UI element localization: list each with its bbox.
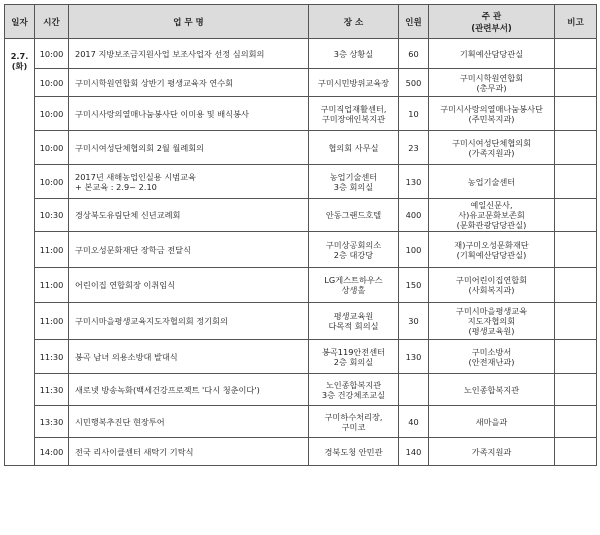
host-cell (429, 232, 555, 268)
time-cell: 10:00 (35, 69, 69, 97)
place-cell (309, 268, 399, 303)
task-line: 2017년 새해농업인실용 시범교육 (75, 171, 196, 182)
task-line: 경상북도유림단체 신년교례회 (75, 210, 181, 220)
task-cell (69, 303, 309, 340)
place-cell (309, 438, 399, 466)
host-line: 구미어린이집연합회 (455, 275, 528, 285)
host-cell (429, 97, 555, 131)
host-line: 농업기술센터 (467, 176, 516, 187)
place-cell (309, 406, 399, 438)
host-line: 사)유교문화보존회 (458, 210, 525, 220)
time-cell: 11:00 (35, 303, 69, 340)
count-cell: 140 (399, 438, 429, 466)
host-cell (429, 268, 555, 303)
host-cell (429, 199, 555, 232)
host-cell (429, 340, 555, 374)
note-cell (555, 97, 597, 131)
task-line: 구미시사랑의열매나눔봉사단 이미용 및 배식봉사 (75, 108, 249, 119)
place-line: 2층 회의실 (333, 356, 374, 367)
host-line: (가족지원과) (468, 147, 515, 158)
count-cell: 130 (399, 165, 429, 199)
task-cell (69, 406, 309, 438)
host-line: 구미소방서 (471, 346, 512, 357)
header-row (5, 5, 597, 39)
header-date: 일자 (5, 5, 35, 39)
host-cell (429, 69, 555, 97)
header-task: 업 무 명 (69, 5, 309, 39)
place-line: 3층 회의실 (333, 181, 374, 192)
task-cell (69, 340, 309, 374)
task-line: + 본교육 : 2.9~ 2.10 (75, 181, 157, 192)
note-cell (555, 199, 597, 232)
place-line: 3층 상황실 (333, 48, 374, 59)
time-cell: 10:00 (35, 39, 69, 69)
count-cell: 23 (399, 131, 429, 165)
count-cell: 130 (399, 340, 429, 374)
place-line: 구미코 (341, 421, 366, 432)
host-cell (429, 303, 555, 340)
time-cell: 11:30 (35, 374, 69, 406)
host-cell (429, 165, 555, 199)
task-cell (69, 131, 309, 165)
place-line: 상생홀 (341, 285, 366, 295)
count-cell: 500 (399, 69, 429, 97)
place-cell (309, 69, 399, 97)
host-line: 구미시학원연합회 (459, 72, 524, 83)
date-cell (5, 39, 35, 466)
task-cell (69, 199, 309, 232)
host-cell (429, 39, 555, 69)
date-line: 2.7. (10, 51, 29, 61)
task-cell (69, 268, 309, 303)
count-cell: 400 (399, 199, 429, 232)
count-cell: 150 (399, 268, 429, 303)
note-cell (555, 406, 597, 438)
place-cell (309, 303, 399, 340)
table-row (5, 165, 597, 199)
host-line: (기획예산담당관실) (456, 249, 527, 260)
note-cell (555, 374, 597, 406)
host-line: 구미시마을평생교육 (455, 306, 528, 316)
place-line: 평생교육원 (333, 311, 374, 321)
note-cell (555, 131, 597, 165)
task-line: 구미시학원연합회 상반기 평생교육자 연수회 (75, 77, 234, 88)
date-line: (화) (11, 61, 28, 71)
header-place: 장 소 (309, 5, 399, 39)
header-count: 인원 (399, 5, 429, 39)
place-line: 구미직업재활센터, (320, 103, 387, 114)
host-cell (429, 406, 555, 438)
task-line: 구미시마을평생교육지도자협의회 정기회의 (75, 316, 228, 326)
place-cell (309, 199, 399, 232)
header-time: 시간 (35, 5, 69, 39)
host-cell (429, 438, 555, 466)
host-cell (429, 131, 555, 165)
count-cell: 100 (399, 232, 429, 268)
task-line: 2017 지방보조금지원사업 보조사업자 선정 심의회의 (75, 48, 265, 59)
place-cell (309, 97, 399, 131)
place-cell (309, 340, 399, 374)
note-cell (555, 340, 597, 374)
count-cell: 30 (399, 303, 429, 340)
place-cell (309, 232, 399, 268)
place-cell (309, 131, 399, 165)
note-cell (555, 69, 597, 97)
note-cell (555, 268, 597, 303)
time-cell: 10:30 (35, 199, 69, 232)
host-cell (429, 374, 555, 406)
place-line: 노인종합복지관 (325, 379, 382, 390)
table-row (5, 232, 597, 268)
count-cell: 60 (399, 39, 429, 69)
place-cell (309, 374, 399, 406)
place-line: 3층 건강체조교실 (321, 389, 386, 400)
task-line: 구미오성문화재단 장학금 전달식 (75, 244, 191, 255)
task-cell (69, 39, 309, 69)
host-line: 구미시사랑의열매나눔봉사단 (440, 103, 543, 114)
note-cell (555, 303, 597, 340)
note-cell (555, 438, 597, 466)
table-row (5, 97, 597, 131)
host-line: (총무과) (476, 82, 507, 93)
table-row (5, 69, 597, 97)
host-line: 새마을과 (475, 416, 508, 427)
host-line: 기획예산담당관실 (459, 48, 524, 59)
place-line: 협의회 사무실 (328, 142, 379, 153)
task-cell (69, 232, 309, 268)
host-line: 노인종합복지관 (463, 384, 520, 395)
count-cell: 10 (399, 97, 429, 131)
task-line: 전국 리사이클센터 새탁기 기탁식 (75, 446, 194, 457)
table-row (5, 374, 597, 406)
place-cell (309, 39, 399, 69)
table-row (5, 199, 597, 232)
time-cell: 11:30 (35, 340, 69, 374)
task-cell (69, 69, 309, 97)
task-cell (69, 97, 309, 131)
place-line: 봉곡119안전센터 (321, 346, 386, 357)
place-line: 경북도청 안민관 (324, 446, 383, 457)
host-line: 가족지원과 (471, 446, 512, 457)
host-line: (사회복지과) (468, 285, 515, 295)
time-cell: 11:00 (35, 268, 69, 303)
task-line: 봉곡 남녀 의용소방대 발대식 (75, 351, 178, 362)
place-line: 구미시민방위교육장 (317, 77, 390, 88)
task-line: 시민행복추진단 현장투어 (75, 416, 165, 427)
header-host-label: 주 관 (481, 11, 502, 22)
task-line: 구미시여성단체협의회 2월 월례회의 (75, 142, 205, 153)
host-line: 재)구미오성문화재단 (454, 239, 529, 250)
host-line: (주민복지과) (468, 113, 515, 124)
host-line: (문화관광담당관실) (456, 220, 527, 230)
place-line: 구미상공회의소 (325, 239, 382, 250)
header-host (429, 5, 555, 39)
host-line: 예일신문사, (470, 200, 513, 210)
host-line: 지도자협의회 (467, 316, 516, 326)
count-cell (399, 374, 429, 406)
host-line: (안전재난과) (468, 356, 515, 367)
schedule-table (4, 4, 597, 466)
table-row (5, 340, 597, 374)
task-line: 어린이집 연합회장 이취임식 (75, 280, 176, 290)
task-line: 새로넷 방송녹화(백세건강프로젝트 '다시 청춘이다') (75, 384, 260, 395)
time-cell: 10:00 (35, 131, 69, 165)
table-row (5, 438, 597, 466)
time-cell: 14:00 (35, 438, 69, 466)
time-cell: 13:30 (35, 406, 69, 438)
table-row (5, 406, 597, 438)
place-line: 농업기술센터 (329, 171, 378, 182)
time-cell: 10:00 (35, 97, 69, 131)
place-line: 안동그랜드호텔 (325, 210, 382, 220)
header-host-sub: (관련부서) (471, 23, 512, 34)
table-row (5, 39, 597, 69)
host-line: (평생교육원) (468, 326, 515, 336)
task-cell (69, 374, 309, 406)
table-row (5, 131, 597, 165)
host-line: 구미시여성단체협의회 (451, 137, 532, 148)
schedule-document (4, 4, 597, 466)
task-cell (69, 438, 309, 466)
time-cell: 10:00 (35, 165, 69, 199)
place-line: 다목적 회의실 (328, 321, 379, 331)
place-line: LG게스트하우스 (324, 275, 383, 285)
table-row (5, 268, 597, 303)
header-note: 비고 (555, 5, 597, 39)
note-cell (555, 39, 597, 69)
note-cell (555, 232, 597, 268)
schedule-body (5, 39, 597, 466)
note-cell (555, 165, 597, 199)
time-cell: 11:00 (35, 232, 69, 268)
task-cell (69, 165, 309, 199)
place-line: 2층 대강당 (333, 249, 374, 260)
place-cell (309, 165, 399, 199)
place-line: 구미장애인복지관 (321, 113, 386, 124)
table-row (5, 303, 597, 340)
count-cell: 40 (399, 406, 429, 438)
place-line: 구미하수처리장, (324, 411, 383, 422)
